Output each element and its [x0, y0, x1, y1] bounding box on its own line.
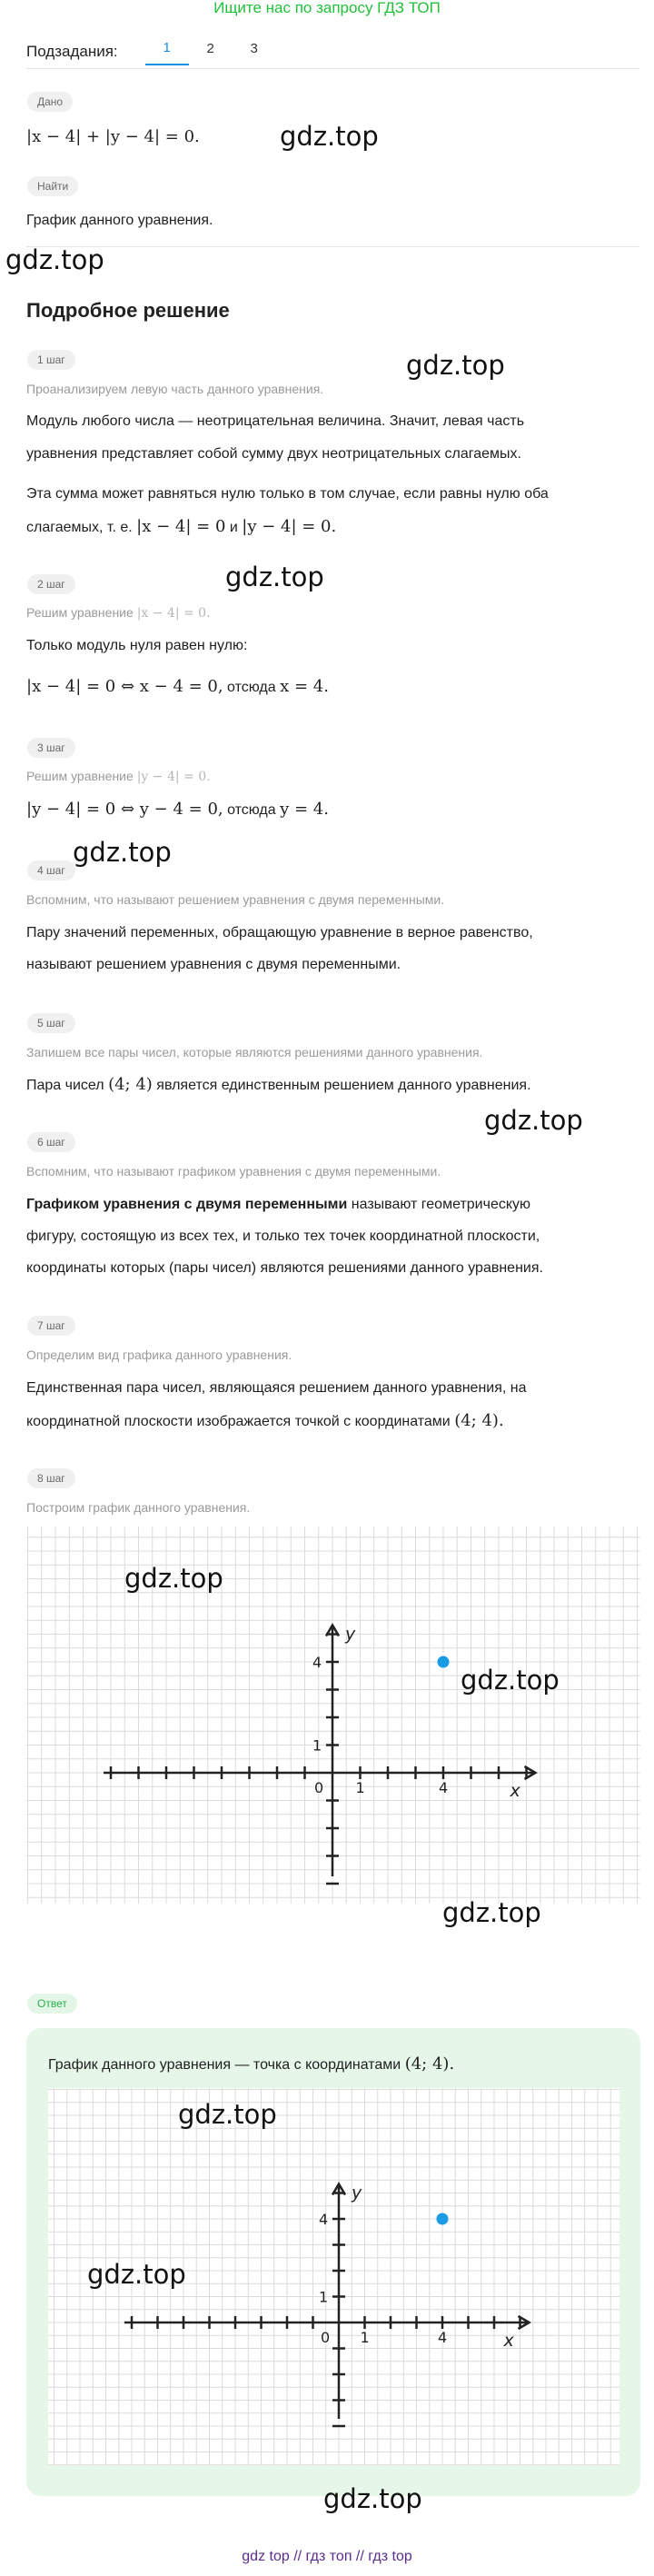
- step-2-eq-result: x = 4.: [280, 677, 329, 696]
- step-1-and: и: [229, 520, 238, 535]
- watermark: gdz.top: [323, 2483, 422, 2514]
- solution-point: [437, 2213, 449, 2225]
- x-axis-label: x: [510, 1781, 520, 1801]
- step-7-prefix: координатной плоскости изображается точкой с координатами: [26, 1414, 451, 1429]
- step-2-eq-math: |x − 4| = 0 ⇔ x − 4 = 0,: [26, 677, 223, 696]
- step-5-suffix: является единственным решением данного уравнения.: [156, 1078, 531, 1093]
- tab-subtask-3[interactable]: 3: [250, 41, 258, 56]
- footer-links[interactable]: gdz top // гдз топ // гдз top: [242, 2549, 412, 2564]
- tabs-divider: [26, 68, 639, 69]
- answer-prefix: График данного уравнения — точка с координатами: [48, 2057, 401, 2073]
- step-5-prefix: Пара чисел: [26, 1078, 104, 1093]
- step-8-chip: 8 шаг: [27, 1468, 75, 1488]
- tab-subtask-2[interactable]: 2: [206, 41, 214, 56]
- y-tick-label: 4: [319, 2211, 329, 2228]
- step-1-text-line: Эта сумма может равняться нулю только в том случае, если равны нулю оба: [26, 486, 549, 502]
- step-6-text-line: координаты которых (пары чисел) являются решениями данного уравнения.: [26, 1260, 543, 1276]
- watermark: gdz.top: [124, 1563, 223, 1594]
- step-3-caption: [26, 769, 211, 784]
- y-tick-label: 1: [319, 2288, 329, 2306]
- step-6-rest: называют геометрическую: [351, 1197, 531, 1212]
- x-tick-label: 1: [355, 1779, 365, 1796]
- step-5-chip: 5 шаг: [27, 1013, 75, 1033]
- step-1-conclusion: [26, 514, 336, 541]
- step-3-chip: 3 шаг: [27, 738, 75, 758]
- step-1-prefix: слагаемых, т. е.: [26, 520, 133, 535]
- step-3-eq-text: отсюда: [227, 802, 276, 818]
- coordinate-plane-chart: [26, 1527, 640, 1904]
- step-6-chip: 6 шаг: [27, 1132, 75, 1152]
- answer-chip: Ответ: [27, 1994, 77, 2014]
- step-7-text-line: Единственная пара чисел, являющаяся решением данного уравнения, на: [26, 1380, 527, 1396]
- watermark: gdz.top: [484, 1105, 583, 1136]
- y-axis-label: y: [352, 2183, 362, 2203]
- step-2-caption-math: |x − 4| = 0.: [136, 606, 211, 621]
- step-1-chip: 1 шаг: [27, 350, 75, 370]
- x-axis-label: x: [503, 2331, 514, 2351]
- watermark: gdz.top: [461, 1665, 560, 1696]
- watermark: gdz.top: [73, 837, 172, 868]
- y-axis-label: y: [345, 1624, 356, 1645]
- find-chip: Найти: [27, 176, 78, 196]
- top-banner: Ищите нас по запросу ГДЗ ТОП: [213, 0, 441, 16]
- answer-math: (4; 4).: [404, 2054, 455, 2074]
- step-4-text-line: называют решением уравнения с двумя переменными.: [26, 957, 401, 972]
- given-chip: Дано: [27, 92, 73, 112]
- step-8-caption: Построим график данного уравнения.: [26, 1500, 251, 1515]
- x-tick-label: 4: [438, 2329, 448, 2346]
- watermark: gdz.top: [406, 350, 505, 381]
- step-7-caption: Определим вид графика данного уравнения.: [26, 1348, 292, 1362]
- step-5-math: (4; 4): [108, 1075, 153, 1094]
- solution-title: Подробное решение: [26, 299, 230, 322]
- step-1-caption: Проанализируем левую часть данного уравнения.: [26, 382, 324, 396]
- step-3-caption-math: |y − 4| = 0.: [136, 770, 211, 784]
- x-tick-label: 1: [360, 2329, 370, 2346]
- step-4-caption: Вспомним, что называют решением уравнения с двумя переменными.: [26, 892, 445, 907]
- given-equation: |x − 4| + |y − 4| = 0.: [26, 127, 200, 146]
- watermark: gdz.top: [280, 121, 379, 152]
- step-1-math-x: |x − 4| = 0: [136, 517, 226, 536]
- step-3-eq-result: y = 4.: [280, 800, 329, 819]
- answer-text: [48, 2052, 454, 2078]
- subtasks-bar: [26, 38, 276, 65]
- step-1-text-line: Модуль любого числа — неотрицательная величина. Значит, левая часть: [26, 413, 525, 429]
- step-2-equation: [26, 674, 329, 701]
- watermark: gdz.top: [442, 1897, 541, 1928]
- step-5-text: [26, 1072, 531, 1099]
- watermark: gdz.top: [178, 2099, 277, 2130]
- y-tick-label: 1: [312, 1736, 322, 1755]
- step-2-caption: [26, 605, 211, 621]
- step-4-chip: 4 шаг: [27, 860, 75, 880]
- step-6-caption: Вспомним, что называют графиком уравнения с двумя переменными.: [26, 1164, 441, 1179]
- solution-point: [438, 1656, 450, 1668]
- step-4-text-line: Пару значений переменных, обращающую уравнение в верное равенство,: [26, 925, 533, 940]
- step-6-term: Графиком уравнения с двумя переменными: [26, 1197, 348, 1212]
- step-6-text-line: фигуру, состоящую из всех тех, и только тех точек координатной плоскости,: [26, 1228, 540, 1244]
- step-3-equation: [26, 797, 329, 823]
- y-tick-label: 4: [312, 1654, 322, 1671]
- x-tick-label: 4: [439, 1779, 449, 1796]
- origin-label: 0: [314, 1779, 324, 1796]
- watermark: gdz.top: [225, 562, 324, 592]
- section-divider: [26, 246, 639, 247]
- step-6-text-line: [26, 1192, 530, 1218]
- step-5-caption: Запишем все пары чисел, которые являются решениями данного уравнения.: [26, 1045, 483, 1059]
- subtasks-label: Подзадания:: [26, 43, 118, 60]
- step-7-math: (4; 4).: [454, 1411, 504, 1430]
- step-2-chip: 2 шаг: [27, 574, 75, 594]
- step-7-text-line: [26, 1408, 504, 1435]
- tab-subtask-1[interactable]: 1: [145, 38, 189, 65]
- origin-label: 0: [321, 2329, 331, 2346]
- step-2-caption-text: Решим уравнение: [26, 605, 134, 620]
- watermark: gdz.top: [5, 244, 104, 275]
- step-1-math-y: |y − 4| = 0.: [242, 517, 337, 536]
- step-3-eq-math: |y − 4| = 0 ⇔ y − 4 = 0,: [26, 800, 223, 819]
- step-2-text: Только модуль нуля равен нулю:: [26, 638, 248, 653]
- step-3-caption-text: Решим уравнение: [26, 769, 134, 783]
- watermark: gdz.top: [87, 2259, 186, 2290]
- step-2-eq-text: отсюда: [227, 680, 276, 695]
- find-text: График данного уравнения.: [26, 213, 213, 228]
- step-1-text-line: уравнения представляет собой сумму двух неотрицательных слагаемых.: [26, 446, 521, 462]
- step-7-chip: 7 шаг: [27, 1316, 75, 1336]
